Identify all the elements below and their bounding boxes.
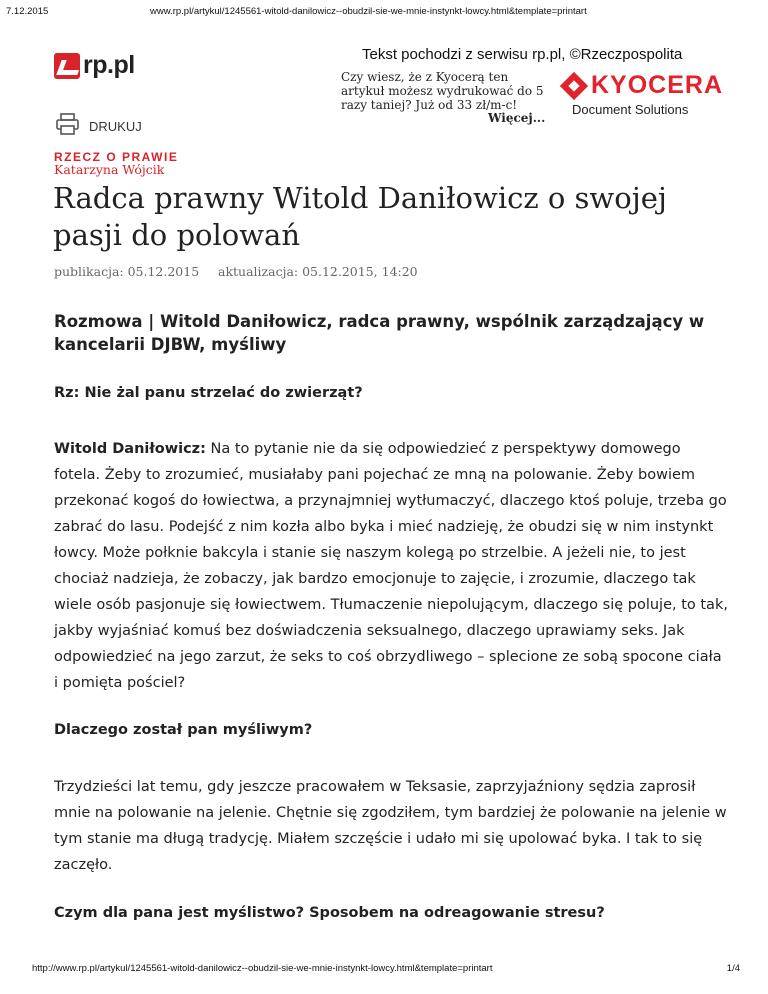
print-button[interactable] <box>56 113 142 135</box>
kyocera-mark-icon <box>562 74 586 98</box>
print-url: www.rp.pl/artykul/1245561-witold-danilowicz--obudzil-sie-we-mnie-instynkt-lowcy.html&template=printart <box>150 6 587 17</box>
logo-text: rp.pl <box>83 51 135 79</box>
rp-logo[interactable] <box>54 51 135 80</box>
ad-more-link[interactable]: Więcej... <box>488 111 546 125</box>
article-lead: Rozmowa | Witold Daniłowicz, radca prawny, wspólnik zarządzający w kancelarii DJBW, myśliwy <box>54 312 705 354</box>
kyocera-brand: KYOCERA <box>591 71 724 99</box>
author-name[interactable]: Katarzyna Wójcik <box>54 162 165 177</box>
answer-1 <box>54 436 730 696</box>
print-label: DRUKUJ <box>89 118 142 134</box>
question-3: Czym dla pana jest myślistwo? Sposobem na odreagowanie stresu? <box>54 905 605 921</box>
article-dates <box>54 264 418 279</box>
kyocera-ad-logo[interactable] <box>562 71 723 117</box>
answer-speaker: Witold Daniłowicz: <box>54 441 206 457</box>
answer-1-text: Na to pytanie nie da się odpowiedzieć z perspektywy domowego fotela. Żeby to zrozumieć, musiałaby pani pojechać ze mną na polowanie. Żeby bowiem przekonać kogoś do łowiectwa, a przynajmniej wytłumaczyć, dlaczego ktoś poluje, trzeba go zabrać do lasu. Podejść z nim kozła albo byka i mieć nadzieję, że obudzi się w nim instynkt łowcy. Może połknie bakcyla i stanie się naszym kolegą po strzelbie. A jeżeli nie, to jest chociaż nadzieja, że zobaczy, jak bardzo emocjonuje to zajęcie, i zrozumie, dlaczego tak wiele osób pasjonuje się łowiectwem. Tłumaczenie niepolującym, dlaczego się poluje, to tak, jakby wyjaśniać komuś bez doświadczenia seksualnego, dlaczego uprawiamy seks. Jak odpowiedzieć na jego zarzut, że seks to coś obrzydliwego – splecione ze sobą spocone ciała i pomięta pościel? <box>54 441 728 691</box>
kyocera-subtitle: Document Solutions <box>572 102 689 117</box>
printer-icon <box>56 113 79 135</box>
source-notice: Tekst pochodzi z serwisu rp.pl, ©Rzeczpospolita <box>362 46 683 63</box>
print-date: 7.12.2015 <box>6 6 49 17</box>
update-date: aktualizacja: 05.12.2015, 14:20 <box>218 264 418 279</box>
footer-url: http://www.rp.pl/artykul/1245561-witold-danilowicz--obudzil-sie-we-mnie-instynkt-lowcy.html&template=printart <box>32 963 493 974</box>
ad-text[interactable]: Czy wiesz, że z Kyocerą ten artykuł możesz wydrukować do 5 razy taniej? Już od 33 zł/m-c! <box>341 70 544 112</box>
page-number: 1/4 <box>726 963 740 974</box>
answer-2: Trzydzieści lat temu, gdy jeszcze pracowałem w Teksasie, zaprzyjaźniony sędzia zaprosił mnie na polowanie na jelenie. Chętnie się zgodziłem, tym bardziej że polowanie na jelenie w tym stanie ma długą tradycję. Miałem szczęście i udało mi się upolować byka. I tak to się zaczęło. <box>54 779 727 873</box>
section-label[interactable]: RZECZ O PRAWIE <box>54 150 179 164</box>
article-title: Radca prawny Witold Daniłowicz o swojej pasji do polowań <box>53 181 667 252</box>
publication-date: publikacja: 05.12.2015 <box>54 264 200 279</box>
logo-mark-icon <box>54 53 80 79</box>
question-2: Dlaczego został pan myśliwym? <box>54 722 313 738</box>
question-1: Rz: Nie żal panu strzelać do zwierząt? <box>54 385 363 401</box>
